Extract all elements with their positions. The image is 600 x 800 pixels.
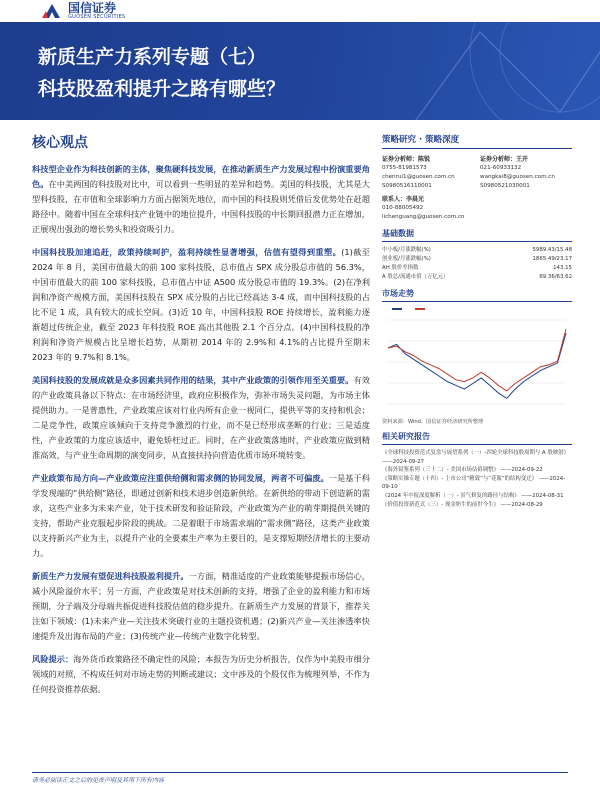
report-category: 策略研究 · 策略深度: [382, 133, 572, 149]
table-row: [382, 273, 572, 282]
brand-name-en: GUOSEN SECURITIES: [68, 14, 126, 20]
related-reports-heading: 相关研究报告: [382, 431, 572, 445]
guosen-logo-icon: [42, 2, 62, 20]
side-panel: [382, 133, 572, 509]
paragraph: [32, 652, 370, 697]
related-report-link[interactable]: 《海外镜鉴系列（三十二）- 美国市场估值调整》 ——2024-09-22: [382, 467, 543, 474]
paragraph-text: 有效的产业政策具备以下特点：在市场经济里，政府应积极作为，弥补市场失灵问题，为市场主体提供助力。一是普惠性，产业政策应该对行业内所有企业一视同仁，提供平等的支持和机会；二是竞争性，政策应该倾向于支持竞争激烈的行业，而不是已经形成垄断的行业；三是适度性，产业政策的力度应该适中，避免矫枉过正。同时，在产业政策落地时，产业政策应做到精准高效，与产业生命周期的演变同步，从直接扶持向营造优质市场环境转变。: [32, 375, 370, 460]
paragraph-highlight: 科技型企业作为科技创新的主体，聚焦硬科技发展，在推动新质生产力发展过程中扮演重要角色。: [32, 164, 370, 189]
paragraph-highlight: 风险提示：: [32, 654, 74, 664]
analyst-phone: 0755-81981573: [382, 165, 427, 171]
paragraph: [32, 471, 370, 561]
contact-phone: 010-88005492: [382, 205, 424, 211]
market-trend-plot: [382, 314, 572, 412]
related-report-link[interactable]: 《价值投资新范式（三）- 现金奶牛的前世今生》 ——2024-08-29: [382, 501, 543, 508]
table-cell-value: 1865.49/23.17: [532, 256, 572, 262]
contact-name: 联系人：李晨光: [382, 196, 425, 203]
analyst-cert: S0980516110001: [382, 183, 432, 189]
table-cell-value: 5989.43/15.48: [532, 247, 572, 253]
basic-data-heading: 基础数据: [382, 228, 572, 242]
basic-data-table: [382, 246, 572, 282]
analyst-list: [382, 155, 572, 191]
table-row: [382, 246, 572, 255]
analyst-card: [382, 155, 474, 191]
paragraph-highlight: 美国科技股的发展成就是众多因素共同作用的结果，其中产业政策的引领作用至关重要。: [32, 375, 354, 385]
paragraph: [32, 569, 370, 644]
top-bar: [0, 0, 600, 22]
table-cell-label: AH 股价差指数: [382, 265, 419, 271]
disclaimer-footer: 请务必阅读正文之后的免责声明及其项下所有内容: [32, 772, 568, 784]
paragraph-text: 在中美两国的科技股对比中，可以看到一些明显的差异和趋势。美国的科技股，尤其是大型科技股，在市值和全球影响力方面占据领先地位，而中国的科技股则凭借后发优势处在赶超路径中。随着中国在全球科技产业链中的地位提升，中国科技股的中长期回报潜力正在增加，正展现出强劲的增长势头和投资吸引力。: [32, 179, 370, 234]
analyst-email[interactable]: wangkai8@guosen.com.cn: [480, 174, 555, 180]
chart-source: 资料来源：Wind、国信证券经济研究所整理: [382, 419, 484, 425]
table-cell-value: 69.36/63.62: [539, 274, 572, 280]
contact-card: [382, 195, 572, 222]
section-title: 核心观点: [32, 135, 88, 151]
paragraph-highlight: 中国科技股加速追赶，政策持续呵护，盈利持续性显著增强，估值有望得到重塑。: [32, 247, 342, 257]
title-banner: [0, 22, 600, 120]
paragraph: [32, 245, 370, 365]
table-cell-label: 创业板/月涨跌幅(%): [382, 256, 431, 262]
legend-item: [415, 306, 428, 312]
analyst-name: 证券分析师：陈锐: [382, 156, 431, 163]
paragraph: [32, 162, 370, 237]
table-cell-label: A 股总/流通市值（万亿元）: [382, 274, 449, 280]
analyst-email[interactable]: chenrui1@guosen.com.cn: [382, 174, 455, 180]
table-row: [382, 264, 572, 273]
paragraph-text: (1)截至 2024 年 8 月，美国市值最大的前 100 家科技股，总市值占 SPX 成分股总市值的 56.3%，中国市值最大的前 100 家科技股，总市值占中证 A500 成分股总市值的 19.3%。(2)在净利润和净资产规模方面，美国科技股在 SPX 成分股的占比已经高达 3-4 成，而中国科技股的占比不足 1 成，具有较大的成长空间。(3)近 10 年，中国科技股 ROE 持续增长，盈利能力逐渐超过传统企业，截至 2023 年科技股 ROE 高出其他股 2.1 个百分点。(4)中国科技股的净利润和净资产规模占比呈增长趋势，从期初 2014 年的 2.9%和 4.1%的占比提升至期末 2023 年的 9.7%和 8.1%。: [32, 247, 370, 362]
paragraph-text: 一是基于科学发现端的“供给侧”路径，即通过创新和技术进步创造新供给。在新供给的带动下创造新的需求，这些产业多为未来产业，处于技术研发和验证阶段，产业政策为产业的萌芽期提供关键的支持，帮助产业克服起步阶段的挑战。二是着眼于市场需求端的“需求侧”路径，这类产业政策以支持新兴产业为主，以提升产业的全要素生产率为主要目的，是支撑短期经济增长的主要动力。: [32, 473, 370, 558]
market-trend-chart: [382, 306, 572, 425]
analyst-name: 证券分析师：王开: [480, 156, 529, 163]
report-title: 新质生产力系列专题（七）: [38, 46, 267, 68]
paragraph-text: 海外货币政策路径不确定性的风险；本报告为历史分析报告，仅作为中美股市细分领域的对照，不构成任何对市场走势的判断或建议；文中涉及的个股仅作为梳理列举，不作为任何投资推荐依据。: [32, 654, 370, 694]
paragraph: [32, 373, 370, 463]
chart-legend: [392, 306, 572, 312]
banner-decoration-icon: [360, 22, 600, 120]
related-report-link[interactable]: 《全球科技投资范式复盘与展望系列（一）-四轮全球科技股周期与 A 股映射》 ——2024-09-27: [382, 450, 569, 465]
table-cell-value: 143.15: [553, 265, 572, 271]
table-cell-label: 中小板/月涨跌幅(%): [382, 247, 431, 253]
core-views: [32, 132, 370, 705]
report-subtitle: 科技股盈利提升之路有哪些？: [38, 78, 286, 100]
table-row: [382, 255, 572, 264]
paragraph-highlight: 新质生产力发展有望促进科技股盈利提升。: [32, 571, 189, 581]
market-trend-heading: 市场走势: [382, 288, 572, 302]
analyst-card: [480, 155, 572, 191]
analyst-cert: S0980521030001: [480, 183, 530, 189]
related-report-link[interactable]: 《2024 年中报深度解析（一）- 景气修复的路径与结构》 ——2024-08-31: [382, 492, 564, 499]
related-reports-list: [382, 449, 572, 509]
brand-name: 国信证券: [68, 1, 117, 15]
legend-swatch: [392, 308, 402, 310]
paragraph-highlight: 产业政策布局方向—产业政策应注重供给侧和需求侧的协同发展，两者不可偏废。: [32, 473, 329, 483]
related-report-link[interactable]: 《策略实操专题（十四）- 上市公司“精致”与“花瓶”的结构变迁》 ——2024-09-10: [382, 475, 566, 491]
contact-email[interactable]: lichenguang@guosen.com.cn: [382, 214, 465, 220]
legend-item: [392, 306, 405, 312]
series-line-1: [388, 333, 566, 398]
brand-logo: [42, 0, 126, 22]
paragraph-text: 一方面，精准适度的产业政策能够提振市场信心，减小风险溢价水平；另一方面，产业政策是对技术创新的支持，增强了企业的盈利能力和市场预期，分子端及分母端共振促进科技股估值的稳步提升。在新质生产力发展的背景下，推荐关注如下领域：(1)未来产业—关注技术突破行业的主题投资机遇；(2)新兴产业—关注渗透率快速提升及出海布局的产业；(3)传统产业—传统产业数字化转型。: [32, 571, 370, 641]
analyst-phone: 021-60933132: [480, 165, 522, 171]
legend-swatch: [415, 308, 425, 310]
